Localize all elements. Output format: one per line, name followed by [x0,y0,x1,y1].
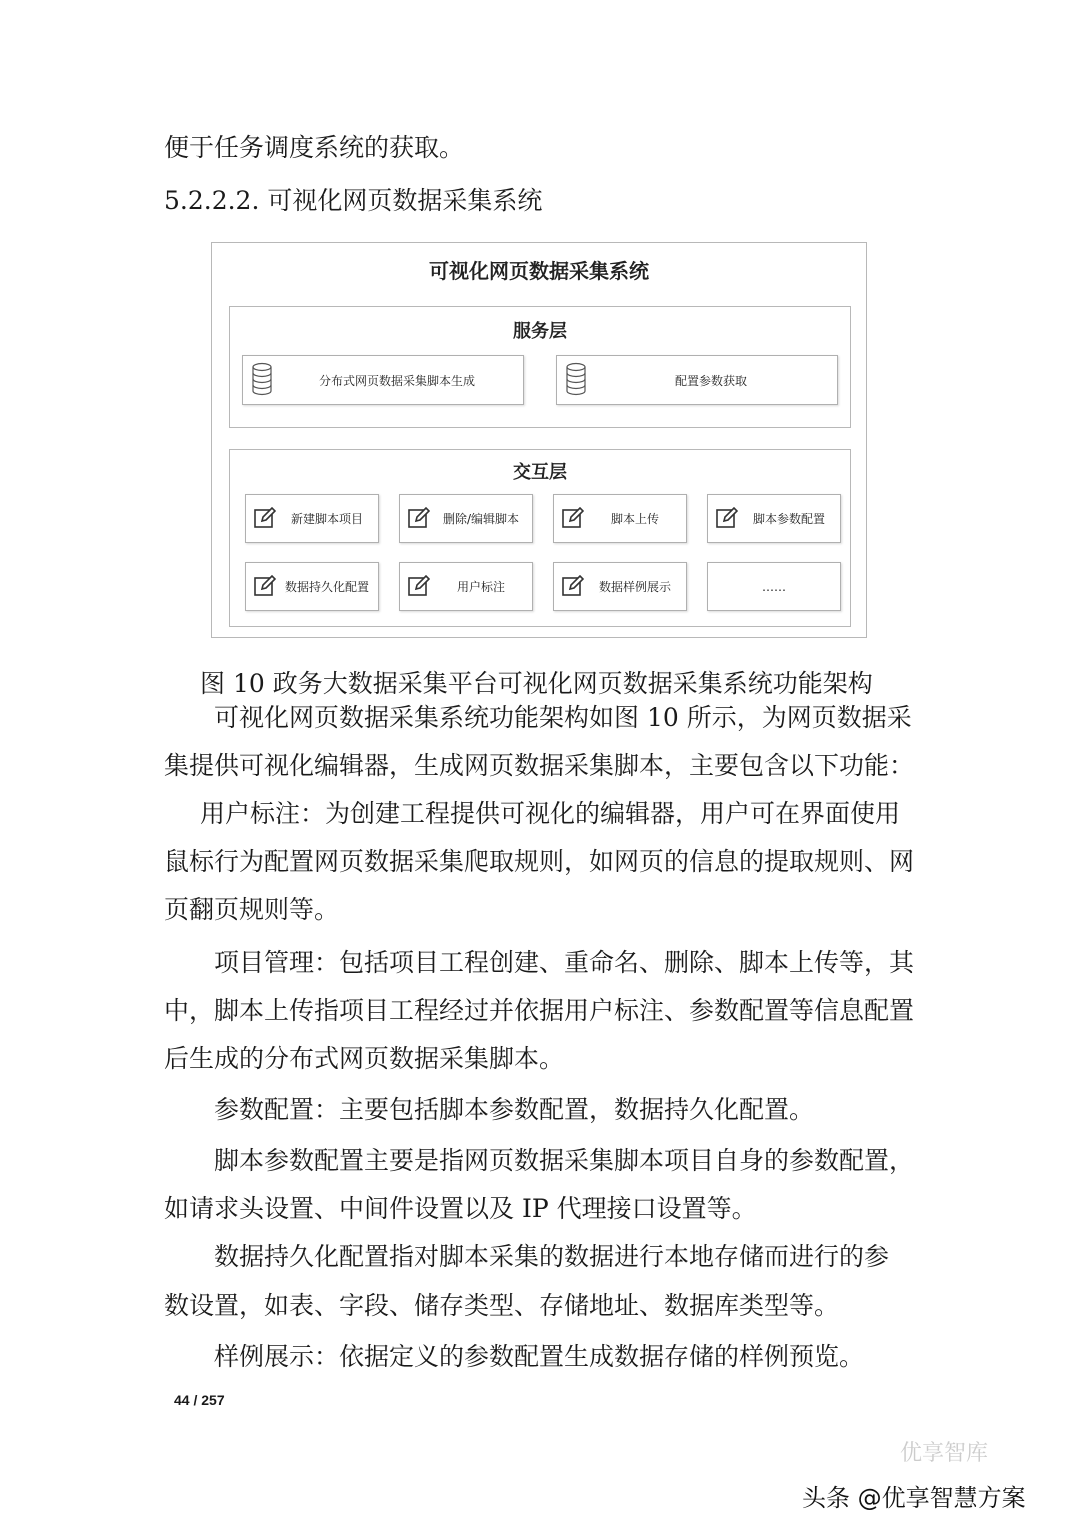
edit-icon [716,507,738,529]
function-box-label: 脚本上传 [610,512,659,526]
watermark: 头条 @优享智慧方案 [802,1484,1026,1512]
database-icon [565,362,587,398]
paragraph: 鼠标行为配置网页数据采集爬取规则，如网页的信息的提取规则、网 [164,847,915,876]
interaction-layer-title: 交互层 [513,462,567,483]
service-box-label: 分布式网页数据采集脚本生成 [318,373,475,388]
function-box [707,494,841,543]
function-box [245,494,379,543]
function-box-label: 用户标注 [456,580,505,594]
edit-icon [562,575,584,597]
paragraph: 脚本参数配置主要是指网页数据采集脚本项目自身的参数配置， [214,1146,915,1175]
paragraph: 样例展示：依据定义的参数配置生成数据存储的样例预览。 [214,1342,865,1371]
function-box [399,562,533,611]
watermark-faint: 优享智库 [900,1441,989,1466]
edit-icon [408,507,430,529]
paragraph: 数设置，如表、字段、储存类型、存储地址、数据库类型等。 [164,1291,840,1320]
function-box [399,494,533,543]
function-box-label: 数据持久化配置 [284,580,369,594]
function-box [245,562,379,611]
paragraph: 集提供可视化编辑器，生成网页数据采集脚本，主要包含以下功能： [164,751,915,780]
paragraph: 便于任务调度系统的获取。 [164,133,465,162]
section-heading: 5.2.2.2. 可视化网页数据采集系统 [164,186,543,215]
paragraph: 如请求头设置、中间件设置以及 IP 代理接口设置等。 [164,1194,757,1223]
paragraph: 项目管理：包括项目工程创建、重命名、删除、脚本上传等，其 [214,948,915,977]
paragraph: 可视化网页数据采集系统功能架构如图 10 所示，为网页数据采 [214,703,912,732]
edit-icon [254,507,276,529]
service-box [242,355,524,405]
paragraph: 中，脚本上传指项目工程经过并依据用户标注、参数配置等信息配置 [164,996,915,1025]
edit-icon [408,575,430,597]
figure-caption: 图 10 政务大数据采集平台可视化网页数据采集系统功能架构 [200,669,873,698]
edit-icon [254,575,276,597]
function-box-label: 删除/编辑脚本 [442,512,520,526]
function-box-label: 脚本参数配置 [752,512,825,526]
function-box-label: 新建脚本项目 [290,512,363,526]
service-layer [229,306,851,428]
function-box [707,562,841,611]
paragraph: 页翻页规则等。 [164,895,340,924]
service-box [556,355,838,405]
function-box [553,562,687,611]
paragraph: 数据持久化配置指对脚本采集的数据进行本地存储而进行的参 [214,1242,890,1271]
paragraph: 参数配置：主要包括脚本参数配置，数据持久化配置。 [214,1095,815,1124]
function-box-label: …… [762,579,786,594]
edit-icon [562,507,584,529]
architecture-diagram [211,242,867,638]
paragraph: 后生成的分布式网页数据采集脚本。 [164,1044,565,1073]
function-box-label: 数据样例展示 [598,580,671,594]
interaction-layer [229,449,851,627]
diagram-title: 可视化网页数据采集系统 [429,259,649,283]
database-icon [251,362,273,398]
service-box-label: 配置参数获取 [674,373,747,388]
paragraph: 用户标注：为创建工程提供可视化的编辑器，用户可在界面使用 [200,799,901,828]
page-number: 44 / 257 [174,1392,225,1408]
service-layer-title: 服务层 [513,321,567,342]
function-box [553,494,687,543]
